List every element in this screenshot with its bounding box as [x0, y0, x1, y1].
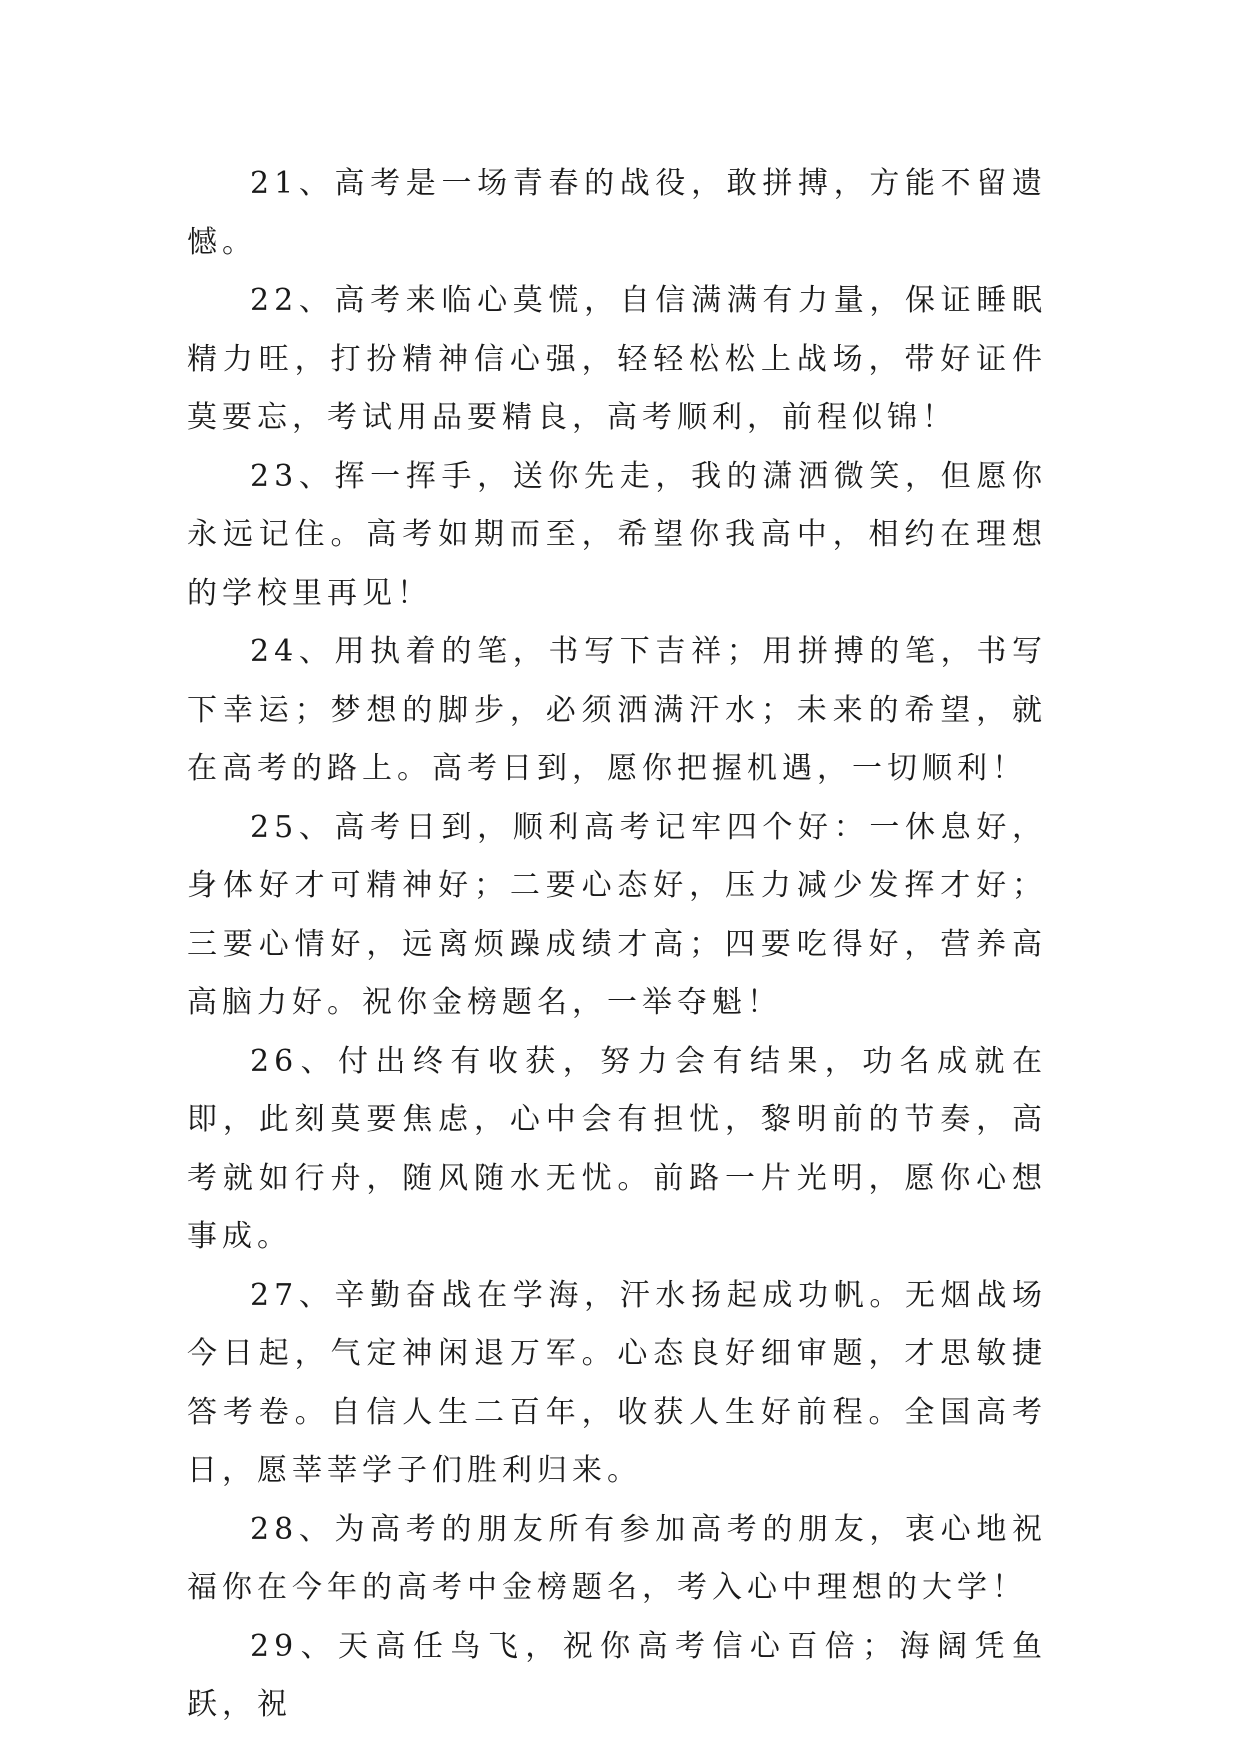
paragraph-21: 21、高考是一场青春的战役，敢拼搏，方能不留遗憾。: [187, 166, 1047, 260]
paragraph-24: 24、用执着的笔，书写下吉祥；用拼搏的笔，书写下幸运；梦想的脚步，必须洒满汗水；未来的希望，就在高考的路上。高考日到，愿你把握机遇，一切顺利！: [187, 634, 1047, 786]
paragraph-29: 29、天高任鸟飞，祝你高考信心百倍；海阔凭鱼跃，祝: [187, 1628, 1047, 1722]
paragraph-23: 23、挥一挥手，送你先走，我的潇洒微笑，但愿你永远记住。高考如期而至，希望你我高中，相约在理想的学校里再见！: [187, 458, 1047, 611]
paragraph-25: 25、高考日到，顺利高考记牢四个好：一休息好，身体好才可精神好；二要心态好，压力减少发挥才好；三要心情好，远离烦躁成绩才高；四要吃得好，营养高高脑力好。祝你金榜题名，一举夺魁！: [187, 809, 1047, 1020]
document-body: [187, 155, 1047, 1735]
paragraph-28: 28、为高考的朋友所有参加高考的朋友，衷心地祝福你在今年的高考中金榜题名，考入心中理想的大学！: [187, 1511, 1047, 1605]
paragraph-22: 22、高考来临心莫慌，自信满满有力量，保证睡眠精力旺，打扮精神信心强，轻轻松松上战场，带好证件莫要忘，考试用品要精良，高考顺利，前程似锦！: [187, 283, 1047, 435]
paragraph-26: 26、付出终有收获，努力会有结果，功名成就在即，此刻莫要焦虑，心中会有担忧，黎明前的节奏，高考就如行舟，随风随水无忧。前路一片光明，愿你心想事成。: [187, 1043, 1047, 1254]
paragraph-27: 27、辛勤奋战在学海，汗水扬起成功帆。无烟战场今日起，气定神闲退万军。心态良好细审题，才思敏捷答考卷。自信人生二百年，收获人生好前程。全国高考日，愿莘莘学子们胜利归来。: [187, 1277, 1047, 1488]
